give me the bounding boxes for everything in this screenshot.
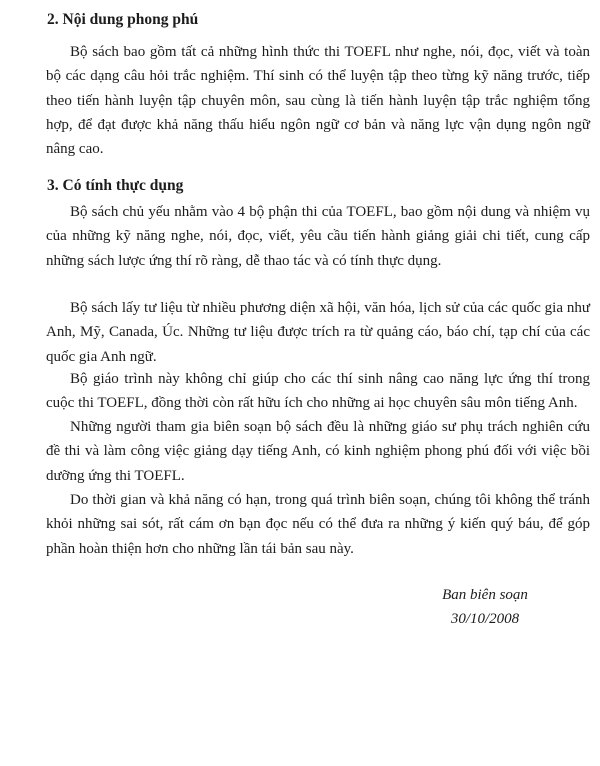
signature-author: Ban biên soạn	[442, 587, 528, 603]
section-heading-practicality: 3. Có tính thực dụng	[47, 177, 184, 194]
signature-date: 30/10/2008	[450, 611, 520, 627]
paragraph-practicality: Bộ sách chủ yếu nhằm vào 4 bộ phận thi của TOEFL, bao gồm nội dung và nhiệm vụ của những kỹ năng nghe, nói, đọc, viết, yêu cầu tiến hành giảng giải chi tiết, cung cấp những sách lược ứng thí rõ ràng, dễ thao tác và có tính thực dụng.	[46, 204, 590, 269]
paragraph-benefits: Bộ giáo trình này không chỉ giúp cho các thí sinh nâng cao năng lực ứng thí trong cuộc thi TOEFL, đồng thời còn rất hữu ích cho những ai học chuyên sâu môn tiếng Anh.	[46, 371, 590, 412]
paragraph-content-richness: Bộ sách bao gồm tất cả những hình thức thi TOEFL như nghe, nói, đọc, viết và toàn bộ các dạng câu hỏi trắc nghiệm. Thí sinh có thể luyện tập theo từng kỹ năng trước, tiếp theo tiến hành luyện tập chuyên môn, sau cùng là tiến hành luyện tập trắc nghiệm tổng hợp, để đạt được khả năng thấu hiểu ngôn ngữ cơ bản và năng lực vận dụng ngôn ngữ nâng cao.	[46, 44, 590, 158]
paragraph-acknowledgement: Do thời gian và khả năng có hạn, trong quá trình biên soạn, chúng tôi không thể tránh khỏi những sai sót, rất cám ơn bạn đọc nếu có thể đưa ra những ý kiến quý báu, để góp phần hoàn thiện hơn cho những lần tái bản sau này.	[46, 492, 590, 557]
paragraph-authors: Những người tham gia biên soạn bộ sách đều là những giáo sư phụ trách nghiên cứu đề thi và làm công việc giảng dạy tiếng Anh, có kinh nghiệm phong phú đối với việc bồi dưỡng ứng thi TOEFL.	[46, 419, 590, 484]
section-heading-content: 2. Nội dung phong phú	[47, 11, 199, 28]
paragraph-sources: Bộ sách lấy tư liệu từ nhiều phương diện xã hội, văn hóa, lịch sử của các quốc gia như Anh, Mỹ, Canada, Úc. Những tư liệu được trích ra từ quảng cáo, báo chí, tạp chí của các quốc gia Anh ngữ.	[46, 300, 590, 365]
